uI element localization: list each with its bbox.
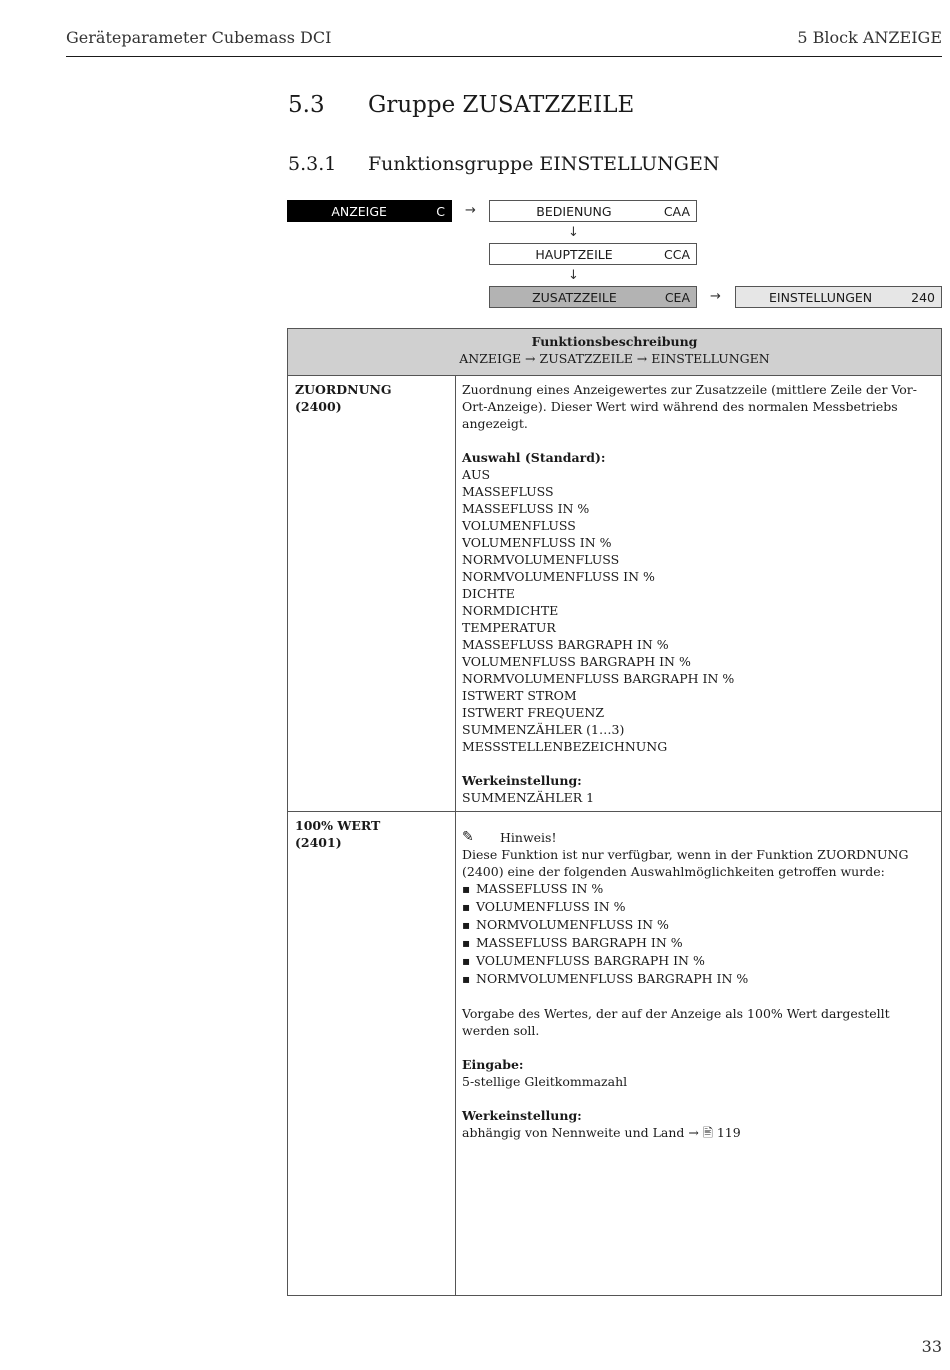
default-value: abhängig von Nennweite und Land → 🖹 119 <box>462 1125 741 1140</box>
bullet-item: ▪ VOLUMENFLUSS IN % <box>462 898 935 916</box>
bullet-item: ▪ MASSEFLUSS BARGRAPH IN % <box>462 934 935 952</box>
subsection-title: Funktionsgruppe EINSTELLUNGEN <box>368 153 720 175</box>
section-heading <box>288 92 634 118</box>
default-heading: Werkeinstellung: <box>462 773 582 788</box>
bullet-item: ▪ VOLUMENFLUSS BARGRAPH IN % <box>462 952 935 970</box>
nav-box-zusatzzeile <box>489 286 697 308</box>
table-header <box>288 329 942 376</box>
option-item: VOLUMENFLUSS BARGRAPH IN % <box>462 654 691 669</box>
arrow-down-icon: ↓ <box>568 268 579 283</box>
default-heading: Werkeinstellung: <box>462 1108 582 1123</box>
bullet-item: ▪ MASSEFLUSS IN % <box>462 880 935 898</box>
arrow-right-icon: → <box>710 289 721 304</box>
nav-box-einstellungen <box>735 286 942 308</box>
option-item: AUS <box>462 467 491 482</box>
header-chapter: 5 Block ANZEIGE <box>797 28 942 47</box>
option-item: VOLUMENFLUSS <box>462 518 576 533</box>
nav-anzeige-label: ANZEIGE <box>331 203 387 219</box>
default-value: SUMMENZÄHLER 1 <box>462 790 595 805</box>
section-number: 5.3 <box>288 92 325 118</box>
hint-title: Hinweis! <box>500 830 557 845</box>
function-name-cell <box>288 376 456 812</box>
header-divider <box>66 56 942 57</box>
nav-anzeige-code: C <box>436 203 445 219</box>
arrow-down-icon: ↓ <box>568 225 579 240</box>
nav-hauptzeile-label: HAUPTZEILE <box>535 246 613 262</box>
nav-hauptzeile-code: CCA <box>663 246 690 262</box>
option-item: MASSEFLUSS BARGRAPH IN % <box>462 637 669 652</box>
nav-box-hauptzeile <box>489 243 697 265</box>
nav-box-anzeige <box>287 200 452 222</box>
option-item: MASSEFLUSS IN % <box>462 501 590 516</box>
table-header-title: Funktionsbeschreibung <box>531 334 698 349</box>
hint-row <box>462 829 935 846</box>
nav-zusatzzeile-label: ZUSATZZEILE <box>532 289 617 305</box>
subsection-number: 5.3.1 <box>288 153 337 175</box>
function-description: Zuordnung eines Anzeigewertes zur Zusatzzeile (mittlere Zeile der Vor-Ort-Anzeige). Dieser Wert wird während des normalen Messbetriebs angezeigt. <box>462 382 917 431</box>
bullet-item: ▪ NORMVOLUMENFLUSS IN % <box>462 916 935 934</box>
option-item: NORMVOLUMENFLUSS BARGRAPH IN % <box>462 671 735 686</box>
function-code: (2401) <box>295 835 342 850</box>
function-code: (2400) <box>295 399 342 414</box>
function-description-cell <box>456 812 942 1296</box>
function-name: ZUORDNUNG <box>295 382 392 397</box>
option-item: MESSSTELLENBEZEICHNUNG <box>462 739 668 754</box>
function-name-cell <box>288 812 456 1296</box>
bullet-list <box>462 880 935 988</box>
function-table <box>287 328 942 1296</box>
option-item: ISTWERT STROM <box>462 688 577 703</box>
option-item: NORMDICHTE <box>462 603 559 618</box>
nav-einstellungen-code: 240 <box>911 289 935 305</box>
nav-einstellungen-label: EINSTELLUNGEN <box>768 289 873 305</box>
bullet-item: ▪ NORMVOLUMENFLUSS BARGRAPH IN % <box>462 970 935 988</box>
table-header-path: ANZEIGE → ZUSATZZEILE → EINSTELLUNGEN <box>459 351 770 366</box>
option-item: ISTWERT FREQUENZ <box>462 705 605 720</box>
options-heading: Auswahl (Standard): <box>462 450 606 465</box>
options-list <box>462 466 935 755</box>
nav-bedienung-label: BEDIENUNG <box>536 203 612 219</box>
subsection-heading <box>288 153 719 175</box>
function-name: 100% WERT <box>295 818 381 833</box>
option-item: NORMVOLUMENFLUSS <box>462 552 620 567</box>
nav-bedienung-code: CAA <box>663 203 690 219</box>
arrow-right-icon: → <box>465 203 476 218</box>
input-heading: Eingabe: <box>462 1057 524 1072</box>
function-description: Vorgabe des Wertes, der auf der Anzeige als 100% Wert dargestellt werden soll. <box>462 1006 890 1038</box>
option-item: TEMPERATUR <box>462 620 556 635</box>
option-item: VOLUMENFLUSS IN % <box>462 535 612 550</box>
input-value: 5-stellige Gleitkommazahl <box>462 1074 628 1089</box>
function-description-cell <box>456 376 942 812</box>
option-item: NORMVOLUMENFLUSS IN % <box>462 569 655 584</box>
option-item: DICHTE <box>462 586 515 601</box>
header-document-title: Geräteparameter Cubemass DCI <box>66 28 332 47</box>
hint-text: Diese Funktion ist nur verfügbar, wenn in der Funktion ZUORDNUNG (2400) eine der folgenden Auswahlmöglichkeiten getroffen wurde: <box>462 847 909 879</box>
nav-box-bedienung <box>489 200 697 222</box>
option-item: MASSEFLUSS <box>462 484 554 499</box>
option-item: SUMMENZÄHLER (1…3) <box>462 722 625 737</box>
page-number: 33 <box>921 1337 942 1356</box>
section-title: Gruppe ZUSATZZEILE <box>368 92 635 118</box>
pencil-note-icon: ✎ <box>462 829 474 845</box>
nav-zusatzzeile-code: CEA <box>664 289 690 305</box>
